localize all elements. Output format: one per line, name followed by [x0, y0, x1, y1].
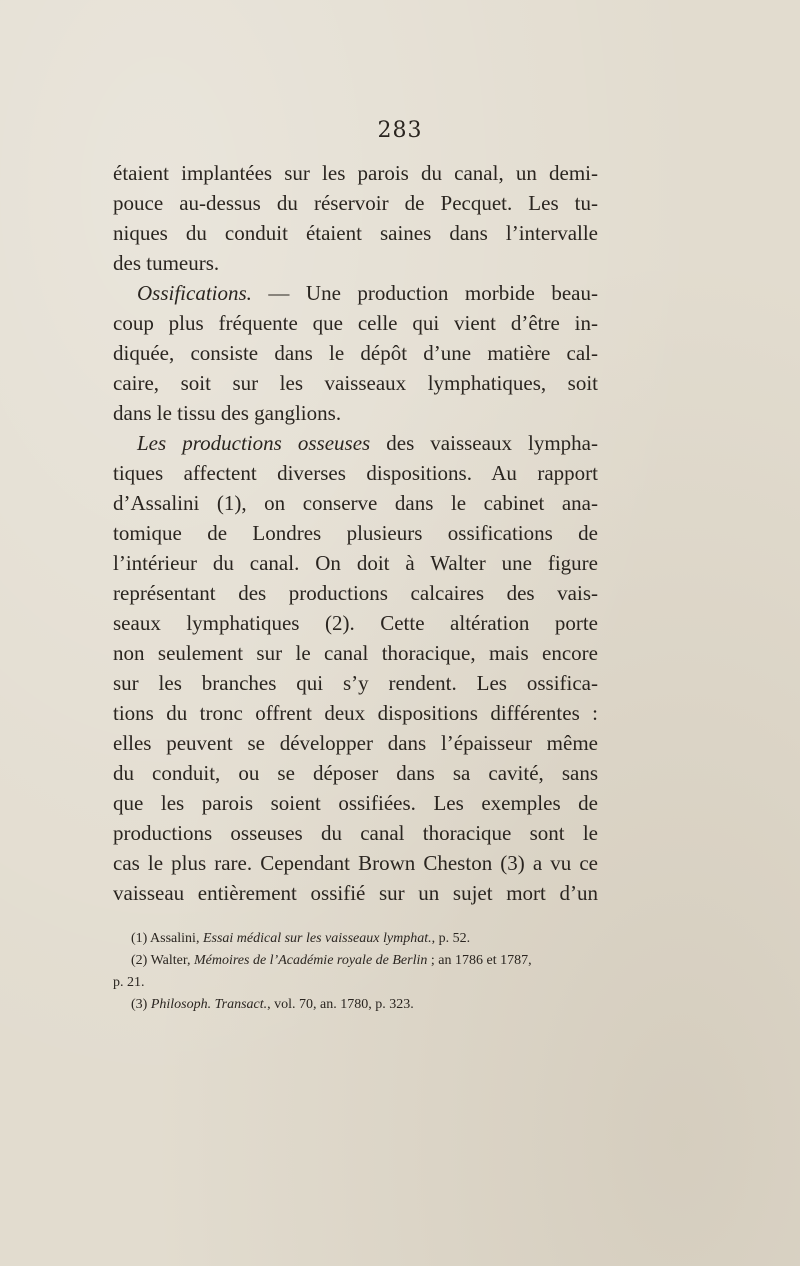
- footnote-suffix: , p. 52.: [431, 931, 471, 946]
- text-line: [113, 848, 598, 878]
- line-text: coup plus fréquente que celle qui vient d’être in-: [113, 311, 598, 335]
- text-line: [113, 758, 598, 788]
- footnote: [113, 972, 598, 994]
- line-text: tions du tronc offrent deux dispositions différentes :: [113, 701, 598, 725]
- line-text: seaux lymphatiques (2). Cette altération porte: [113, 611, 598, 635]
- line-text: diquée, consiste dans le dépôt d’une matière cal-: [113, 341, 598, 365]
- footnote: [113, 994, 598, 1016]
- text-line: [113, 398, 598, 428]
- footnote-title: Mémoires de l’Académie royale de Berlin: [193, 953, 428, 968]
- text-line: [113, 518, 598, 548]
- line-text: étaient implantées sur les parois du canal, un demi-: [113, 161, 598, 185]
- footnotes: [113, 928, 598, 1016]
- footnote-prefix: p. 21.: [113, 975, 145, 990]
- text-line: [113, 578, 598, 608]
- text-line: [113, 428, 598, 458]
- italic-heading: Les productions osseuses: [137, 431, 371, 455]
- footnote-title: Philosoph. Transact.: [150, 997, 268, 1012]
- text-line: [113, 248, 598, 278]
- footnote: [113, 928, 598, 950]
- line-text: pouce au-dessus du réservoir de Pecquet. Les tu-: [113, 191, 598, 215]
- text-line: [113, 488, 598, 518]
- line-text: productions osseuses du canal thoracique sont le: [113, 821, 598, 845]
- line-text: non seulement sur le canal thoracique, mais encore: [113, 641, 598, 665]
- line-text: caire, soit sur les vaisseaux lymphatiques, soit: [113, 371, 598, 395]
- line-text: tomique de Londres plusieurs ossifications de: [113, 521, 598, 545]
- text-line: [113, 608, 598, 638]
- line-text: sur les branches qui s’y rendent. Les ossifica-: [113, 671, 598, 695]
- footnote-suffix: , vol. 70, an. 1780, p. 323.: [267, 997, 414, 1012]
- line-text: représentant des productions calcaires des vais-: [113, 581, 598, 605]
- body-text: [113, 158, 598, 908]
- footnote-prefix: (3): [131, 997, 151, 1012]
- text-line: [113, 788, 598, 818]
- text-line: [113, 368, 598, 398]
- line-text: cas le plus rare. Cependant Brown Cheston (3) a vu ce: [113, 851, 598, 875]
- text-line: [113, 218, 598, 248]
- italic-heading: Ossifications.: [137, 281, 252, 305]
- line-text: des tumeurs.: [113, 251, 220, 275]
- text-line: [113, 878, 598, 908]
- text-line: [113, 698, 598, 728]
- line-text: du conduit, ou se déposer dans sa cavité, sans: [113, 761, 598, 785]
- line-text: elles peuvent se développer dans l’épaisseur même: [113, 731, 598, 755]
- text-line: [113, 458, 598, 488]
- text-line: [113, 308, 598, 338]
- line-text: des vaisseaux lympha-: [370, 431, 598, 455]
- line-text: tiques affectent diverses dispositions. Au rapport: [113, 461, 598, 485]
- text-line: [113, 278, 598, 308]
- text-line: [113, 188, 598, 218]
- text-line: [113, 668, 598, 698]
- page-number: 283: [377, 118, 423, 143]
- text-line: [113, 818, 598, 848]
- text-line: [113, 158, 598, 188]
- footnote-suffix: ; an 1786 et 1787,: [427, 953, 532, 968]
- line-text: l’intérieur du canal. On doit à Walter une figure: [113, 551, 598, 575]
- text-line: [113, 638, 598, 668]
- text-line: [113, 728, 598, 758]
- line-text: niques du conduit étaient saines dans l’intervalle: [113, 221, 598, 245]
- line-text: d’Assalini (1), on conserve dans le cabinet ana-: [113, 491, 598, 515]
- line-text: dans le tissu des ganglions.: [113, 401, 342, 425]
- line-text: vaisseau entièrement ossifié sur un sujet mort d’un: [113, 881, 598, 905]
- text-line: [113, 548, 598, 578]
- footnote-title: Essai médical sur les vaisseaux lymphat.: [202, 931, 432, 946]
- footnote-prefix: (2) Walter,: [131, 953, 194, 968]
- text-line: [113, 338, 598, 368]
- line-text: que les parois soient ossifiées. Les exemples de: [113, 791, 598, 815]
- line-text: — Une production morbide beau-: [251, 281, 598, 305]
- footnote: [113, 950, 598, 972]
- footnote-prefix: (1) Assalini,: [131, 931, 203, 946]
